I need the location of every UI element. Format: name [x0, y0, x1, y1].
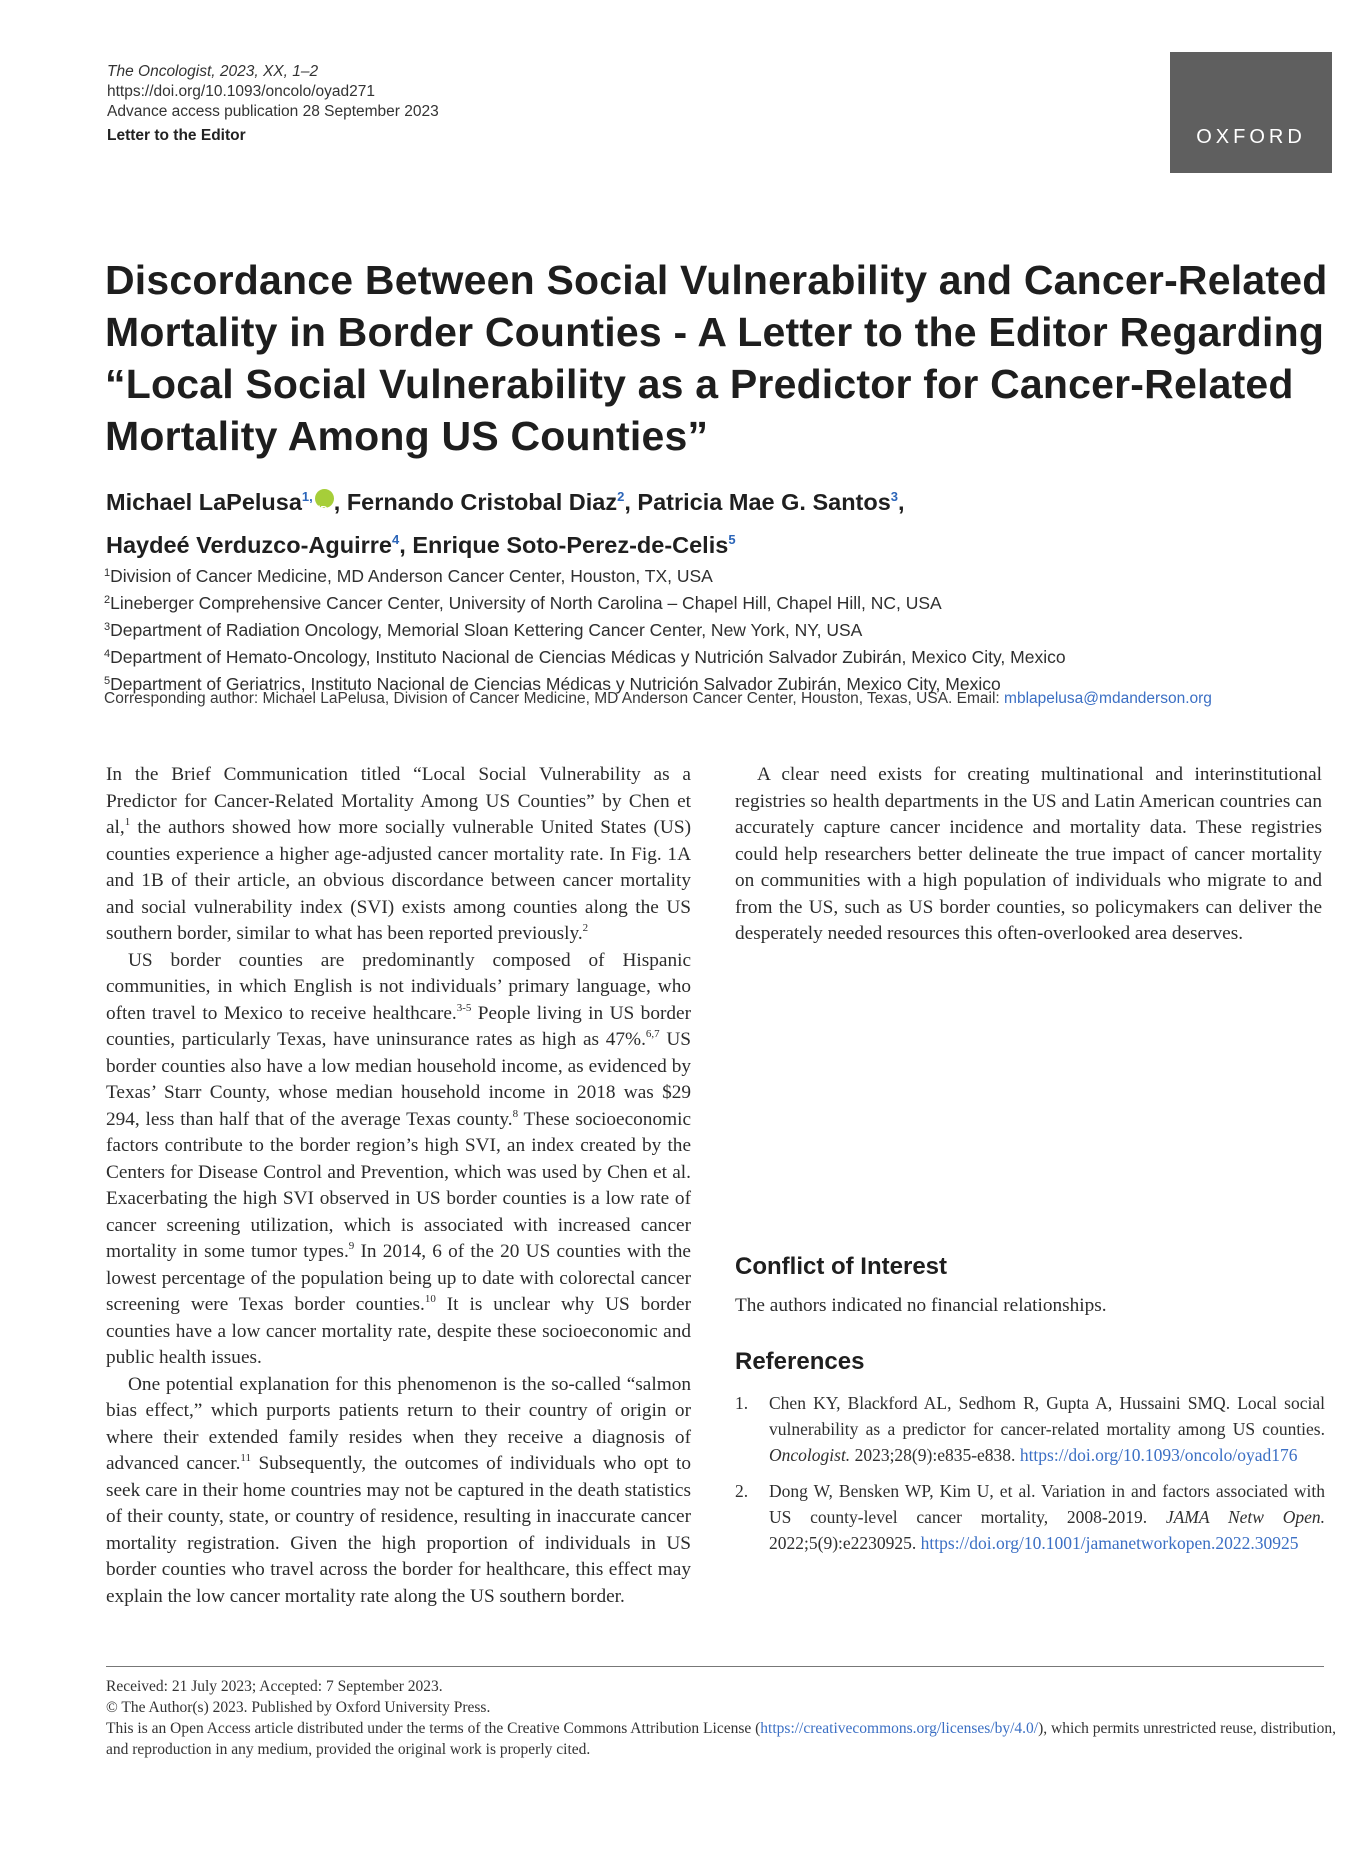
author-affiliation-ref: 4: [392, 532, 400, 547]
author-line-1: [106, 478, 1306, 521]
body-text: In the Brief Communication titled “Local Social Vulnerability as a Predictor for Cancer-Related Mortality Among US Counties” by Chen et al,: [106, 764, 691, 838]
body-text: One potential explanation for this phenomenon is the so-called “salmon bias effect,” which purports patients return to their country of origin or where their extended family resides when they receive a diagnosis of advanced cancer.: [106, 1373, 691, 1474]
body-paragraph-1: [106, 762, 691, 948]
body-paragraph-4: A clear need exists for creating multinational and interinstitutional registries so health departments in the US and Latin American countries can accurately capture cancer incidence and mortality data. These registries could help researchers better delineate the true impact of cancer mortality on communities with a high population of individuals who migrate to and from the US, such as US border counties, so policymakers can deliver the desperately needed resources this often-overlooked area deserves.: [735, 764, 1322, 944]
affiliation-text: Department of Geriatrics, Instituto Nacional de Ciencias Médicas y Nutrición Salvador Zubirán, Mexico City, Mexico: [110, 674, 1001, 694]
author-affiliation-ref: 5: [728, 532, 736, 547]
affiliation-text: Lineberger Comprehensive Cancer Center, University of North Carolina – Chapel Hill, Chapel Hill, NC, USA: [110, 593, 942, 613]
affiliation-text: Division of Cancer Medicine, MD Anderson Cancer Center, Houston, TX, USA: [110, 566, 713, 586]
citation-ref[interactable]: 2: [582, 922, 589, 934]
article-type: Letter to the Editor: [107, 127, 246, 144]
article-title: Discordance Between Social Vulnerability and Cancer-Related Mortality in Border Counties - A Letter to the Editor Regarding “Local Social Vulnerability as a Predictor for Cancer-Related Mortality Among US Counties”: [105, 257, 1328, 459]
citation-ref[interactable]: 11: [240, 1452, 251, 1464]
author-name[interactable]: Haydeé Verduzco-Aguirre: [106, 532, 393, 558]
affiliation-number: 3: [104, 621, 111, 633]
affiliation-number: 1: [104, 567, 111, 579]
reference-item: [735, 1390, 1325, 1468]
citation-ref[interactable]: 8: [512, 1107, 519, 1120]
license-link[interactable]: https://creativecommons.org/licenses/by/4.0/: [760, 1720, 1039, 1737]
reference-details: 2023;28(9):e835-e838.: [850, 1445, 1020, 1465]
body-text: US border counties are predominantly composed of Hispanic communities, in which English is not individuals’ primary language, who often travel to Mexico to receive healthcare.: [106, 949, 691, 1024]
body-text: Subsequently, the outcomes of individuals who opt to seek care in their home countries may not be captured in the death statistics of their county, state, or country of residence, resulting in inaccurate cancer mortality registration. Given the high proportion of individuals in US border counties who travel across the border for healthcare, this effect may explain the low cancer mortality rate along the US southern border.: [106, 1453, 691, 1607]
received-dates: Received: 21 July 2023; Accepted: 7 September 2023.: [106, 1678, 443, 1695]
author-separator: ,: [333, 489, 347, 515]
body-text: People living in US border counties, particularly Texas, have uninsurance rates as high as 47%.: [106, 1002, 691, 1050]
body-paragraph-3: [106, 1372, 691, 1611]
conflict-of-interest-heading: Conflict of Interest: [735, 1253, 948, 1280]
reference-list: [735, 1390, 1325, 1566]
license-text-start: This is an Open Access article distributed under the terms of the Creative Commons Attribution License (: [106, 1720, 761, 1737]
affiliation-item: [104, 561, 1334, 588]
reference-item: [735, 1478, 1325, 1556]
affiliation-text: Department of Hemato-Oncology, Instituto Nacional de Ciencias Médicas y Nutrición Salvador Zubirán, Mexico City, Mexico: [110, 647, 1066, 667]
doi-line[interactable]: https://doi.org/10.1093/oncolo/oyad271: [107, 83, 376, 100]
body-text: It is unclear why US border counties have a low cancer mortality rate, despite these socioeconomic and public health issues.: [106, 1294, 691, 1368]
affiliation-number: 2: [104, 594, 111, 606]
citation-ref[interactable]: 6,7: [645, 1028, 660, 1040]
correspondence-email-link[interactable]: mblapelusa@mdanderson.org: [1004, 690, 1212, 707]
footer: [106, 1676, 1336, 1760]
affiliation-item: [104, 588, 1334, 615]
citation-ref[interactable]: 9: [348, 1240, 355, 1252]
body-column-left: [106, 762, 691, 1610]
conflict-of-interest-text: The authors indicated no financial relationships.: [735, 1295, 1107, 1316]
author-affiliation-ref: 2: [617, 489, 625, 504]
publisher-logo-text: OXFORD: [1196, 126, 1306, 148]
body-text: the authors showed how more socially vulnerable United States (US) counties experience a higher age-adjusted cancer mortality rate. In Fig. 1A and 1B of their article, an obvious discordance between cancer mortality and social vulnerability index (SVI) exists among counties along the US southern border, similar to what has been reported previously.: [106, 817, 691, 944]
author-affiliation-ref: 3: [890, 489, 899, 504]
body-paragraph-2: [106, 948, 691, 1372]
citation-ref[interactable]: 3-5: [456, 1001, 472, 1014]
publisher-logo: [1170, 52, 1332, 173]
footer-divider: [106, 1666, 1324, 1667]
affiliation-number: 4: [104, 648, 111, 660]
author-separator: ,: [399, 532, 413, 558]
copyright-line: © The Author(s) 2023. Published by Oxford University Press.: [106, 1699, 491, 1716]
reference-details: 2022;5(9):e2230925.: [769, 1533, 921, 1553]
license-text-end: ), which permits unrestricted reuse, distribution, and reproduction in any medium, provided the original work is properly cited.: [106, 1720, 1336, 1758]
journal-citation: The Oncologist, 2023, XX, 1–2: [107, 63, 319, 80]
body-text: These socioeconomic factors contribute to the border region’s high SVI, an index created by the Centers for Disease Control and Prevention, which was used by Chen et al. Exacerbating the high SVI observed in US border counties is a low rate of cancer screening utilization, which is associated with increased cancer mortality in some tumor types.: [106, 1108, 692, 1262]
author-separator: ,: [898, 489, 905, 515]
affiliation-item: [104, 642, 1334, 669]
affiliation-item: [104, 615, 1334, 642]
correspondence-line: [104, 690, 1344, 708]
header-meta: [107, 62, 439, 146]
reference-journal: Oncologist.: [769, 1445, 851, 1465]
reference-doi-link[interactable]: https://doi.org/10.1093/oncolo/oyad176: [1019, 1445, 1298, 1465]
advance-access-line: Advance access publication 28 September 2023: [107, 103, 439, 120]
author-name[interactable]: Patricia Mae G. Santos: [637, 489, 891, 515]
reference-journal: JAMA Netw Open.: [1165, 1507, 1325, 1527]
body-column-right: [735, 762, 1322, 948]
reference-text: Chen KY, Blackford AL, Sedhom R, Gupta A, Hussaini SMQ. Local social vulnerability as a predictor for cancer-related mortality among US counties.: [769, 1393, 1325, 1439]
license-text: [106, 1718, 1336, 1760]
affiliation-text: Department of Radiation Oncology, Memorial Sloan Kettering Cancer Center, New York, NY, USA: [110, 620, 863, 640]
author-affiliation-ref: 1,: [301, 489, 313, 504]
citation-ref[interactable]: 10: [424, 1293, 436, 1305]
author-separator: ,: [624, 489, 638, 515]
body-text: US border counties also have a low median household income, as evidenced by Texas’ Starr County, whose median household income in 2018 was $29 294, less than half that of the average Texas county.: [106, 1029, 692, 1130]
orcid-icon[interactable]: [315, 489, 334, 508]
body-text: In 2014, 6 of the 20 US counties with the lowest percentage of the population being up to date with colorectal cancer screening were Texas border counties.: [106, 1241, 691, 1315]
reference-number: 1.: [735, 1393, 749, 1413]
author-list: [106, 478, 1306, 564]
affiliations: [104, 561, 1334, 696]
affiliation-number: 5: [104, 675, 111, 687]
correspondence-text: Corresponding author: Michael LaPelusa, Division of Cancer Medicine, MD Anderson Cancer Center, Houston, Texas, USA. Email:: [104, 690, 1000, 707]
reference-number: 2.: [735, 1481, 749, 1501]
author-name[interactable]: Enrique Soto-Perez-de-Celis: [412, 532, 729, 558]
author-name[interactable]: Fernando Cristobal Diaz: [346, 489, 618, 515]
reference-doi-link[interactable]: https://doi.org/10.1001/jamanetworkopen.2022.30925: [920, 1533, 1299, 1553]
citation-ref[interactable]: 1: [124, 816, 131, 828]
author-line-2: [106, 521, 1306, 564]
reference-text: Dong W, Bensken WP, Kim U, et al. Variation in and factors associated with US county-level cancer mortality, 2008-2019.: [769, 1481, 1325, 1527]
references-heading: References: [735, 1348, 865, 1375]
author-name[interactable]: Michael LaPelusa: [106, 489, 302, 515]
